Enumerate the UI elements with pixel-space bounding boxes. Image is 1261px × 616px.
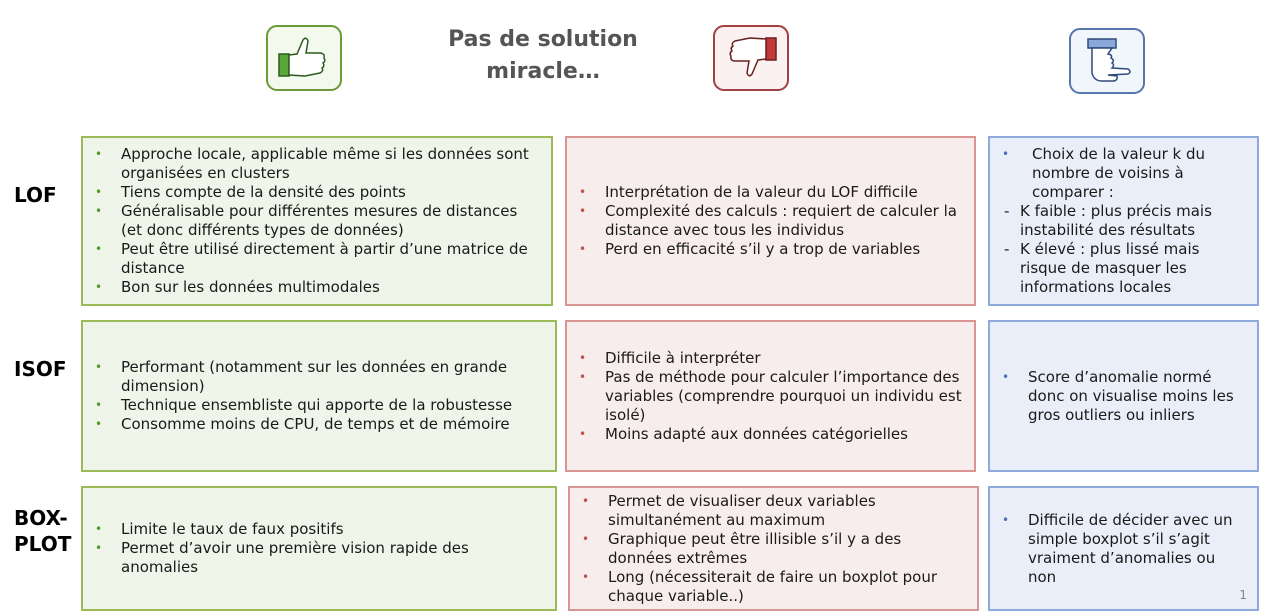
list-item: • Perd en efficacité s’il y a trop de variables [577, 240, 964, 259]
page-number: 1 [1239, 588, 1247, 602]
isof-cons-list [577, 349, 964, 444]
list-item: • Tiens compte de la densité des points [93, 183, 541, 202]
list-item: - K faible : plus précis mais instabilité des résultats [1000, 202, 1247, 240]
boxplot-cons-list [580, 492, 967, 606]
hand-pointing-icon [1068, 27, 1146, 95]
lof-cons-list [577, 183, 964, 259]
isof-cons-cell [565, 320, 976, 472]
boxplot-cons-cell [568, 486, 979, 611]
isof-neutral-list [1000, 368, 1247, 425]
list-item: • Interprétation de la valeur du LOF difficile [577, 183, 964, 202]
list-item: • Complexité des calculs : requiert de calculer la distance avec tous les individus [577, 202, 964, 240]
row-label-isof: ISOF [14, 357, 67, 381]
row-label-boxplot: BOX-PLOT [14, 506, 72, 556]
list-item: • Difficile à interpréter [577, 349, 964, 368]
list-item: • Difficile de décider avec un simple boxplot s’il s’agit vraiment d’anomalies ou non [1000, 511, 1247, 587]
lof-neutral-list [1000, 145, 1247, 297]
lof-neutral-cell [988, 136, 1259, 306]
list-item: • Performant (notamment sur les données en grande dimension) [93, 358, 545, 396]
list-item: • Généralisable pour différentes mesures de distances (et donc différents types de données) [93, 202, 541, 240]
list-item: • Long (nécessiterait de faire un boxplot pour chaque variable..) [580, 568, 967, 606]
list-item: • Peut être utilisé directement à partir d’une matrice de distance [93, 240, 541, 278]
boxplot-pros-cell [81, 486, 557, 611]
list-item: • Permet de visualiser deux variables simultanément au maximum [580, 492, 967, 530]
list-item: • Moins adapté aux données catégorielles [577, 425, 964, 444]
lof-cons-cell [565, 136, 976, 306]
list-item: • Approche locale, applicable même si les données sont organisées en clusters [93, 145, 541, 183]
lof-pros-cell [81, 136, 553, 306]
list-item: • Technique ensembliste qui apporte de la robustesse [93, 396, 545, 415]
isof-pros-list [93, 358, 545, 434]
thumbs-down-icon [712, 24, 790, 92]
list-item: • Choix de la valeur k du nombre de voisins à comparer : [1000, 145, 1247, 202]
lof-pros-list [93, 145, 541, 297]
boxplot-neutral-cell [988, 486, 1259, 611]
list-item: - K élevé : plus lissé mais risque de masquer les informations locales [1000, 240, 1247, 297]
list-item: • Permet d’avoir une première vision rapide des anomalies [93, 539, 545, 577]
isof-pros-cell [81, 320, 557, 472]
list-item: • Limite le taux de faux positifs [93, 520, 545, 539]
thumbs-up-icon [265, 24, 343, 92]
isof-neutral-cell [988, 320, 1259, 472]
page-title: Pas de solution miracle… [448, 27, 638, 84]
list-item: • Score d’anomalie normé donc on visualise moins les gros outliers ou inliers [1000, 368, 1247, 425]
list-item: • Graphique peut être illisible s’il y a des données extrêmes [580, 530, 967, 568]
list-item: • Bon sur les données multimodales [93, 278, 541, 297]
boxplot-neutral-list [1000, 511, 1247, 587]
list-item: • Consomme moins de CPU, de temps et de mémoire [93, 415, 545, 434]
list-item: • Pas de méthode pour calculer l’importance des variables (comprendre pourquoi un individu est isolé) [577, 368, 964, 425]
row-label-lof: LOF [14, 183, 57, 207]
boxplot-pros-list [93, 520, 545, 577]
